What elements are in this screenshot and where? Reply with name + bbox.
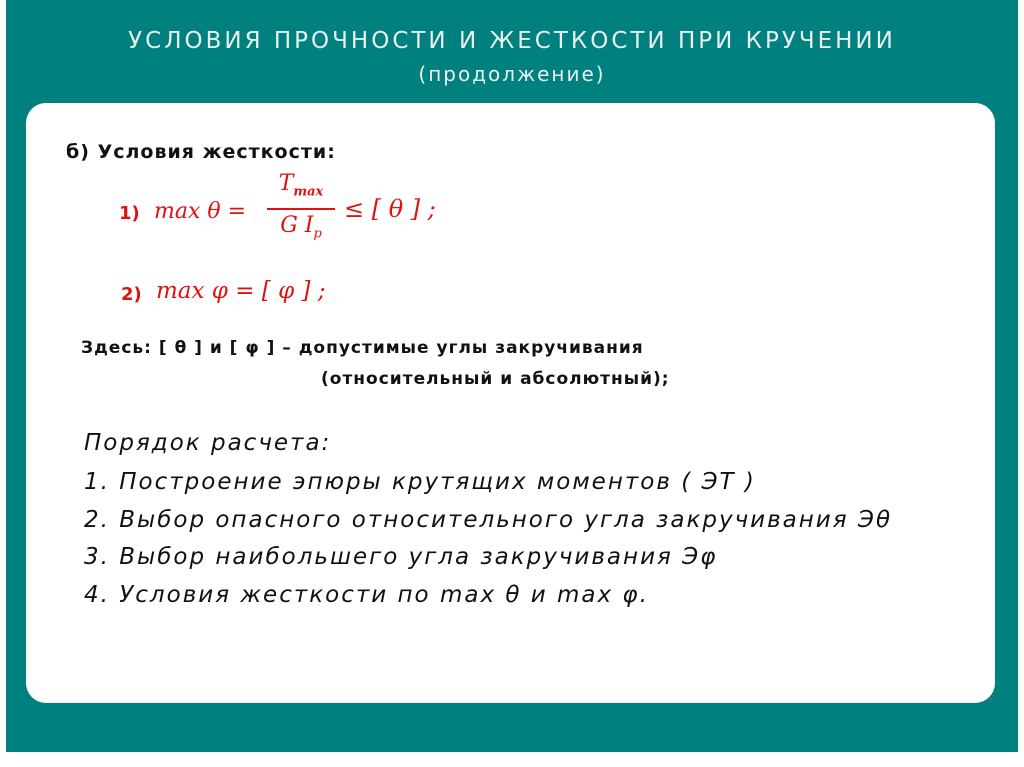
slide-background	[6, 0, 1018, 752]
content-card	[26, 103, 995, 703]
explanation-line2: (относительный и абсолютный);	[321, 369, 670, 389]
numerator-subscript: max	[293, 184, 324, 200]
formula1-denominator	[267, 213, 335, 247]
formula1-fraction	[267, 170, 335, 248]
formula1-lhs: max θ =	[154, 199, 247, 224]
fraction-bar	[267, 208, 335, 210]
explanation-line1: Здесь: [ θ ] и [ φ ] – допустимые углы закручивания	[81, 338, 644, 358]
order-step-3: 3. Выбор наибольшего угла закручивания Эφ	[84, 544, 718, 570]
order-heading: Порядок расчета:	[84, 430, 332, 456]
slide-subtitle: (продолжение)	[418, 62, 606, 86]
formula1-numerator	[267, 170, 335, 206]
denominator-symbol: G I	[280, 213, 314, 239]
order-step-1: 1. Построение эпюры крутящих моментов ( ЭТ )	[84, 469, 756, 495]
formula2-number: 2)	[121, 284, 142, 305]
section-heading: б) Условия жесткости:	[66, 141, 336, 163]
formula2-text: max φ = [ φ ] ;	[156, 278, 326, 304]
order-step-2: 2. Выбор опасного относительного угла закручивания Эθ	[84, 507, 893, 533]
denominator-subscript: p	[313, 226, 322, 242]
formula1-tail: ≤ [ θ ] ;	[344, 195, 436, 223]
formula1-number: 1)	[119, 203, 140, 224]
order-step-4: 4. Условия жесткости по max θ и max φ.	[84, 582, 649, 608]
numerator-symbol: T	[278, 171, 294, 196]
slide-title: УСЛОВИЯ ПРОЧНОСТИ И ЖЕСТКОСТИ ПРИ КРУЧЕНИИ	[128, 28, 896, 54]
